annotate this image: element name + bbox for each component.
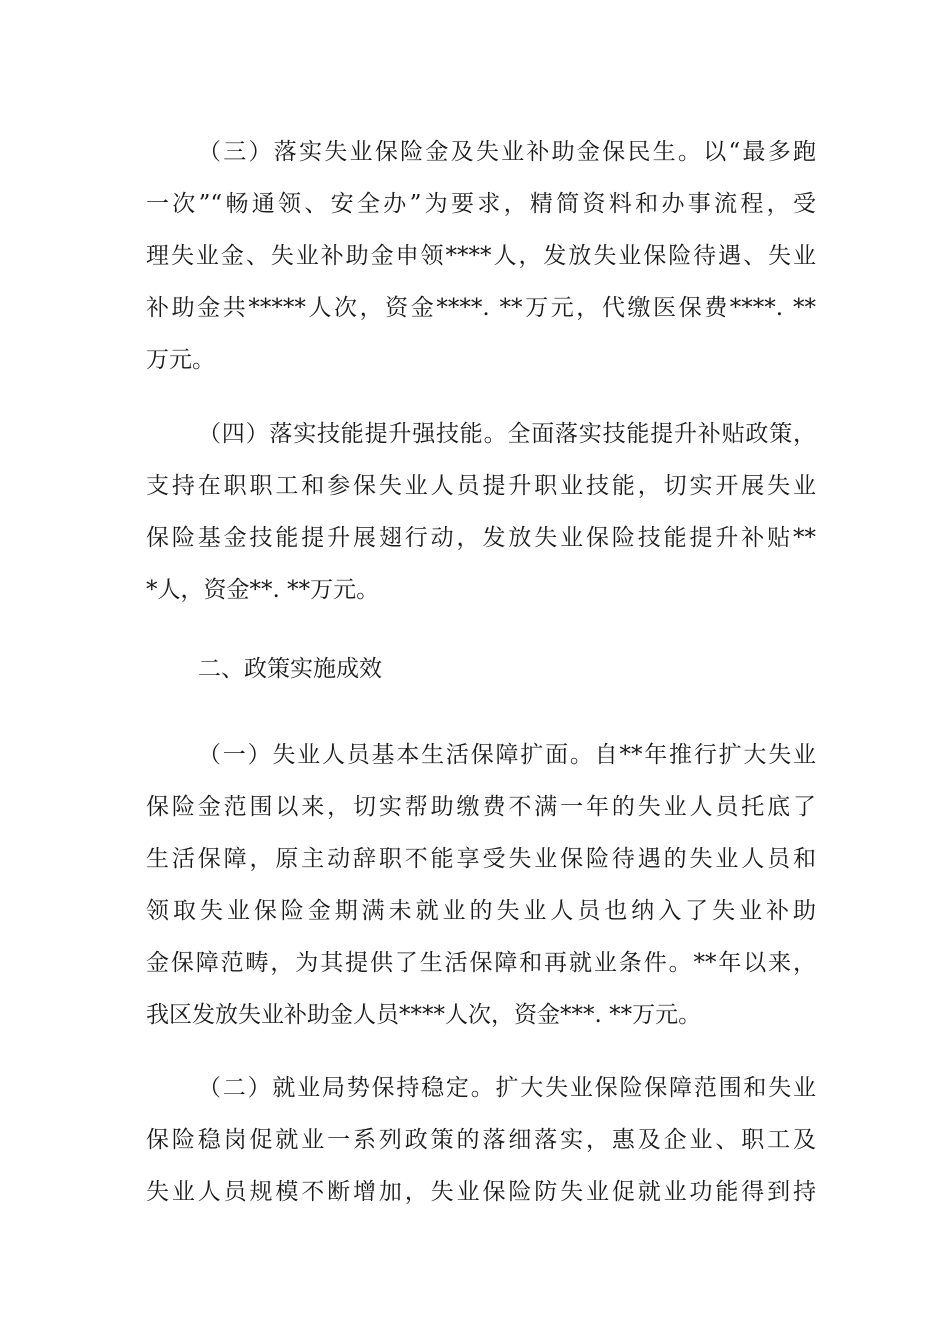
text-line: 我区发放失业补助金人员****人次，资金***. **万元。	[146, 1002, 702, 1028]
text-line: （二）就业局势保持稳定。扩大失业保险保障范围和失业	[198, 1075, 816, 1101]
text-line: 金保障范畴，为其提供了生活保障和再就业条件。**年以来，	[146, 950, 816, 976]
text-line: 补助金共*****人次，资金****. **万元，代缴医保费****. **	[146, 295, 816, 321]
text-line: 领取失业保险金期满未就业的失业人员也纳入了失业补助	[146, 898, 816, 924]
text-line: 保险稳岗促就业一系列政策的落细落实，惠及企业、职工及	[146, 1127, 816, 1153]
text-line: 保险金范围以来，切实帮助缴费不满一年的失业人员托底了	[146, 794, 816, 820]
paragraph-employment-stability	[146, 1062, 816, 1218]
text-line: 失业人员规模不断增加，失业保险防失业促就业功能得到持	[146, 1179, 816, 1205]
section-heading: 二、政策实施成效	[198, 656, 382, 682]
text-line: 万元。	[146, 347, 215, 373]
paragraph-basic-living-security	[146, 729, 816, 1041]
text-line: 保险基金技能提升展翅行动，发放失业保险技能提升补贴**	[146, 525, 816, 551]
text-line: （四）落实技能提升强技能。全面落实技能提升补贴政策，	[198, 421, 816, 447]
paragraph-unemployment-insurance-benefits	[146, 126, 816, 386]
section-heading-policy-effects	[146, 643, 816, 695]
text-line: 理失业金、失业补助金申领****人，发放失业保险待遇、失业	[146, 243, 816, 269]
text-line: 支持在职职工和参保失业人员提升职业技能，切实开展失业	[146, 473, 816, 499]
text-line: 生活保障，原主动辞职不能享受失业保险待遇的失业人员和	[146, 846, 816, 872]
text-line: （三）落实失业保险金及失业补助金保民生。以“最多跑	[198, 139, 816, 165]
paragraph-skills-upgrading	[146, 408, 816, 616]
text-line: *人，资金**. **万元。	[146, 577, 380, 603]
text-line: 一次”“畅通领、安全办”为要求，精简资料和办事流程，受	[146, 191, 816, 217]
text-line: （一）失业人员基本生活保障扩面。自**年推行扩大失业	[198, 742, 816, 768]
